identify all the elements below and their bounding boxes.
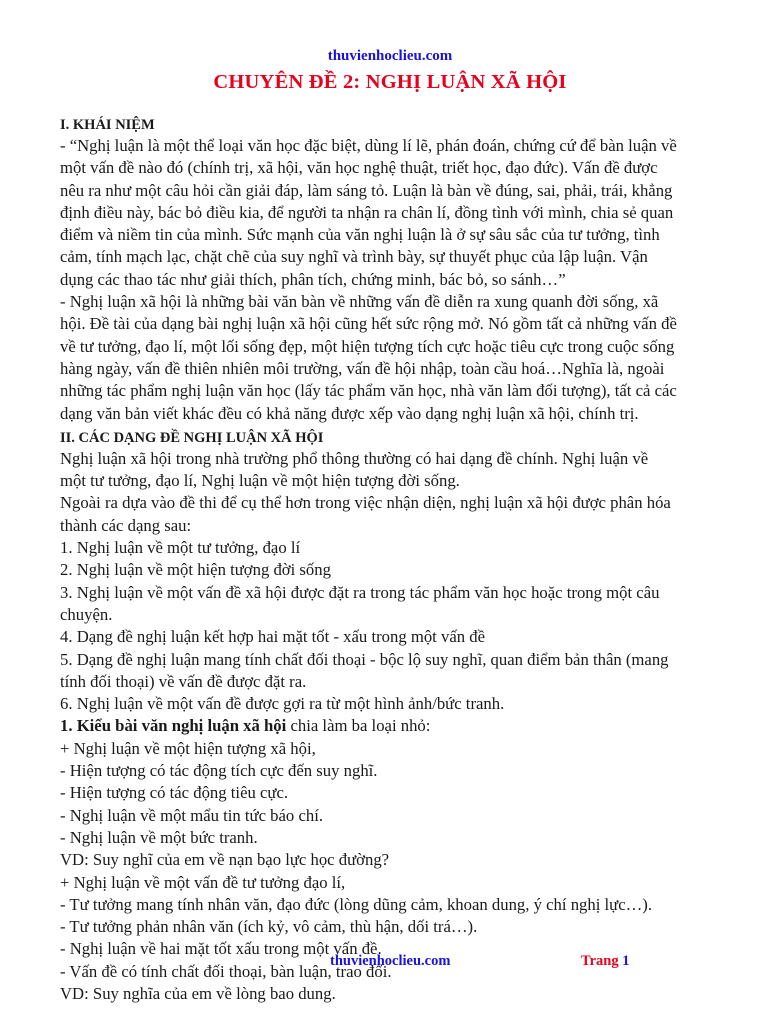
- list-item: 4. Dạng đề nghị luận kết hợp hai mặt tốt - xấu trong một vấn đề: [60, 627, 485, 647]
- document-body: [60, 115, 720, 1005]
- kinds-heading-line: [60, 715, 720, 737]
- types-intro2-paragraph: [60, 492, 720, 537]
- list-item: - Tư tưởng mang tính nhân văn, đạo đức (lòng dũng cảm, khoan dung, ý chí nghị lực…).: [60, 894, 653, 914]
- text-line: Nghị luận xã hội trong nhà trường phổ thông thường có hai dạng đề chính. Nghị luận về: [60, 448, 649, 468]
- text-line: - Nghị luận xã hội là những bài văn bàn về những vấn đề diễn ra xung quanh đời sống, xã: [60, 292, 659, 312]
- list-item: tính đối thoại) về vấn đề được đặt ra.: [60, 671, 307, 691]
- footer-site-link[interactable]: thuvienhoclieu.com: [330, 953, 451, 969]
- list-item: VD: Suy nghĩa của em về lòng bao dung.: [60, 983, 336, 1003]
- list-item: - Nghị luận về một mẩu tin tức báo chí.: [60, 805, 324, 825]
- list-item: - Hiện tượng có tác động tích cực đến suy nghĩ.: [60, 761, 378, 781]
- concept-paragraph-2: [60, 291, 720, 425]
- text-line: những tác phẩm nghị luận văn học (lấy tác phẩm văn học, nhà văn làm đối tượng), tất cả các: [60, 381, 677, 401]
- page-label: Trang: [581, 953, 619, 969]
- concept-paragraph-1: [60, 135, 720, 291]
- list-item: - Tư tưởng phản nhân văn (ích kỷ, vô cảm, thù hận, dối trá…).: [60, 917, 478, 937]
- text-line: định điều này, bác bỏ điều kia, để người ta nhận ra chân lí, đồng tình với mình, chia sẻ quan: [60, 202, 674, 222]
- types-intro-paragraph: [60, 448, 720, 493]
- document-title: CHUYÊN ĐỀ 2: NGHỊ LUẬN XÃ HỘI: [213, 71, 567, 93]
- list-item: + Nghị luận về một hiện tượng xã hội,: [60, 738, 316, 758]
- section-heading-types: II. CÁC DẠNG ĐỀ NGHỊ LUẬN XÃ HỘI: [60, 429, 324, 446]
- types-list: [60, 537, 720, 715]
- page-footer: [0, 953, 768, 973]
- text-line: về tư tưởng, đạo lí, một lối sống đẹp, một hiện tượng tích cực hoặc tiêu cực trong cuộc sống: [60, 336, 675, 356]
- text-line: thành các dạng sau:: [60, 515, 192, 535]
- page-number: [581, 953, 629, 970]
- text-line: một tư tưởng, đạo lí, Nghị luận về một hiện tượng đời sống.: [60, 471, 460, 491]
- text-line: hội. Đề tài của dạng bài nghị luận xã hội cũng hết sức rộng mở. Nó gồm tất cả những vấn đề: [60, 314, 677, 334]
- list-item: 5. Dạng đề nghị luận mang tính chất đối thoại - bộc lộ suy nghĩ, quan điểm bản thân (mang: [60, 649, 669, 669]
- section-heading-concept: I. KHÁI NIỆM: [60, 117, 155, 133]
- list-item: - Hiện tượng có tác động tiêu cực.: [60, 783, 289, 803]
- text-line: một vấn đề nào đó (chính trị, xã hội, văn học nghệ thuật, triết học, đạo đức). Vấn đề được: [60, 158, 658, 178]
- page-number-value: 1: [622, 953, 630, 969]
- list-item: 2. Nghị luận về một hiện tượng đời sống: [60, 560, 331, 580]
- site-header[interactable]: thuvienhoclieu.com: [327, 48, 453, 64]
- list-item: 1. Nghị luận về một tư tưởng, đạo lí: [60, 538, 301, 558]
- list-item: 6. Nghị luận về một vấn đề được gợi ra từ một hình ảnh/bức tranh.: [60, 694, 505, 714]
- text-line: điểm và niềm tin của mình. Sức mạnh của văn nghị luận là ở sự sâu sắc của tư tưởng, tình: [60, 225, 660, 245]
- text-line: hàng ngày, vấn đề thiên nhiên môi trường, vấn đề hội nhập, toàn cầu hoá…Nghĩa là, ngoài: [60, 358, 665, 378]
- text-line: cảm, tính mạch lạc, chặt chẽ của suy nghĩ và trình bày, sự thuyết phục của lập luận. Vận: [60, 247, 648, 267]
- text-line: Ngoài ra dựa vào đề thi để cụ thể hơn trong việc nhận diện, nghị luận xã hội được phân hóa: [60, 493, 671, 513]
- list-item: + Nghị luận về một vấn đề tư tưởng đạo lí,: [60, 872, 346, 892]
- text-line: dụng các thao tác như giải thích, phân tích, chứng minh, bác bỏ, so sánh…”: [60, 269, 566, 289]
- text-line: nêu ra như một câu hỏi cần giải đáp, làm sáng tỏ. Luận là bàn về đúng, sai, phải, trái, khẳng: [60, 180, 673, 200]
- document-page: [60, 40, 720, 1005]
- list-item: - Nghị luận về một bức tranh.: [60, 827, 258, 847]
- kinds-heading-bold: 1. Kiểu bài văn nghị luận xã hội: [60, 716, 287, 736]
- list-item: VD: Suy nghĩ của em về nạn bạo lực học đường?: [60, 850, 390, 870]
- list-item: - Nghị luận về hai mặt tốt xấu trong một vấn đề.: [60, 939, 382, 959]
- text-line: - “Nghị luận là một thể loại văn học đặc biệt, dùng lí lẽ, phán đoán, chứng cứ để bàn luận về: [60, 136, 677, 155]
- list-item: - Vấn đề có tính chất đối thoại, bàn luận, trao đổi.: [60, 961, 392, 981]
- text-line: dạng văn bản viết khác đều có khả năng được xếp vào dạng nghị luận xã hội, chính trị.: [60, 403, 639, 423]
- list-item: chuyện.: [60, 604, 113, 624]
- kinds-heading-rest: chia làm ba loại nhỏ:: [286, 716, 431, 736]
- list-item: 3. Nghị luận về một vấn đề xã hội được đặt ra trong tác phẩm văn học hoặc trong một câu: [60, 582, 660, 602]
